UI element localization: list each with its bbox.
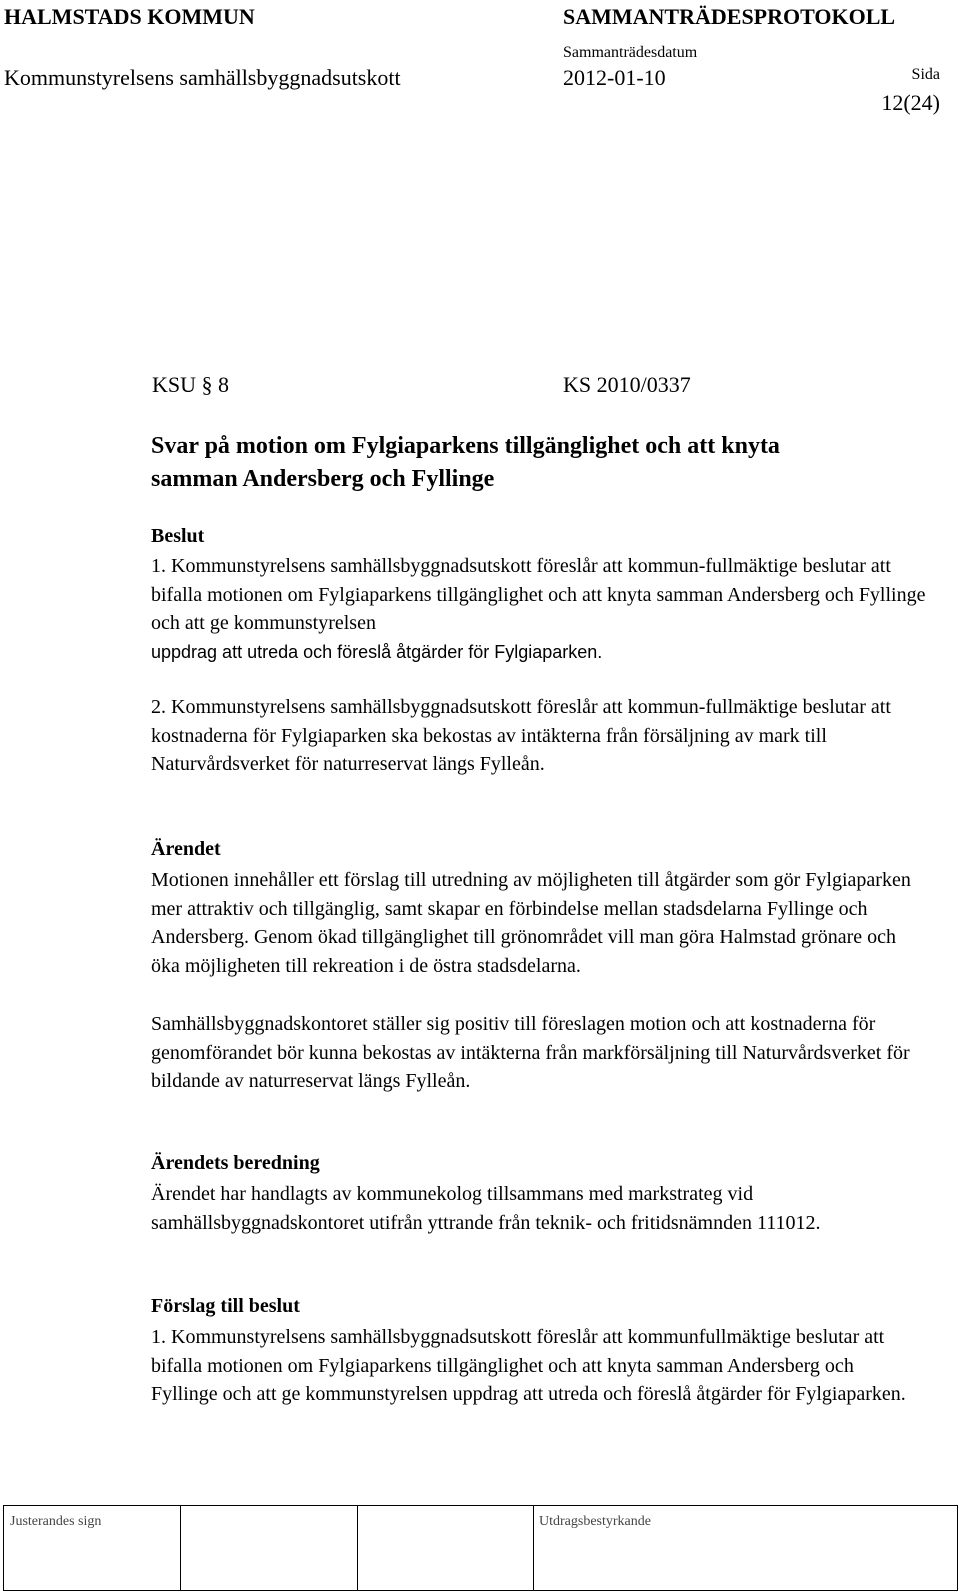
beslut-item-1-text: 1. Kommunstyrelsens samhällsbyggnadsutskott föreslår att kommun-fullmäktige beslutar att bifalla motionen om Fylgiaparkens tillgänglighet och att knyta samman Andersberg och Fyllinge och att ge kommunstyrelsen [151,555,926,634]
committee-name: Kommunstyrelsens samhällsbyggnadsutskott [4,65,401,90]
meeting-date: 2012-01-10 [563,65,666,90]
beslut-heading: Beslut [151,525,205,547]
page-number: 12(24) [881,90,940,115]
sign-cell-3 [357,1506,534,1590]
beredning-heading: Ärendets beredning [151,1152,320,1174]
sign-cell-2 [180,1506,358,1590]
ksu-paragraph: KSU § 8 [152,372,230,397]
case-title-line1: Svar på motion om Fylgiaparkens tillgänglighet och att knyta [151,433,780,459]
arendet-paragraph-1: Motionen innehåller ett förslag till utredning av möjligheten till åtgärder som gör Fylgiaparken mer attraktiv och tillgänglig, samt skapar en förbindelse mellan stadsdelarna Fyllinge och Andersberg. Genom ökad tillgänglighet till grönområdet vill man göra Halmstad grönare och öka möjligheten till rekreation i de östra stadsdelarna. [151,869,911,977]
municipality-name: HALMSTADS KOMMUN [4,4,255,29]
arendet-paragraph-2: Samhällsbyggnadskontoret ställer sig positiv till föreslagen motion och att kostnaderna för genomförandet bör kunna bekostas av intäkterna från markförsäljning till Naturvårdsverket för bildande av naturreservat längs Fylleån. [151,1013,910,1092]
forslag-text: 1. Kommunstyrelsens samhällsbyggnadsutskott föreslår att kommunfullmäktige beslutar att bifalla motionen om Fylgiaparkens tillgänglighet och att knyta samman Andersberg och Fyllinge och att ge kommunstyrelsen uppdrag att utreda och föreslå åtgärder för Fylgiaparken. [151,1326,906,1405]
signature-footer [3,1505,958,1591]
beslut-item-1 [151,552,926,666]
forslag-heading: Förslag till beslut [151,1295,300,1317]
case-number: KS 2010/0337 [563,372,691,397]
page-label: Sida [911,66,940,83]
date-label: Sammanträdesdatum [563,44,698,61]
utdragsbestyrkande-label: Utdragsbestyrkande [539,1514,651,1529]
beredning-text: Ärendet har handlagts av kommunekolog tillsammans med markstrateg vid samhällsbyggnadskontoret utifrån yttrande från teknik- och fritidsnämnden 111012. [151,1183,821,1234]
document-type: SAMMANTRÄDESPROTOKOLL [563,4,896,29]
beslut-item-1-continuation: uppdrag att utreda och föreslå åtgärder för Fylgiaparken. [151,641,603,662]
beslut-item-2: 2. Kommunstyrelsens samhällsbyggnadsutskott föreslår att kommun-fullmäktige beslutar att kostnaderna för Fylgiaparken ska bekostas av intäkterna från försäljning av mark till Naturvårdsverket för naturreservat längs Fylleån. [151,696,891,775]
justerandes-sign-label: Justerandes sign [10,1514,102,1529]
case-title-line2: samman Andersberg och Fyllinge [151,466,495,492]
arendet-heading: Ärendet [151,838,221,860]
